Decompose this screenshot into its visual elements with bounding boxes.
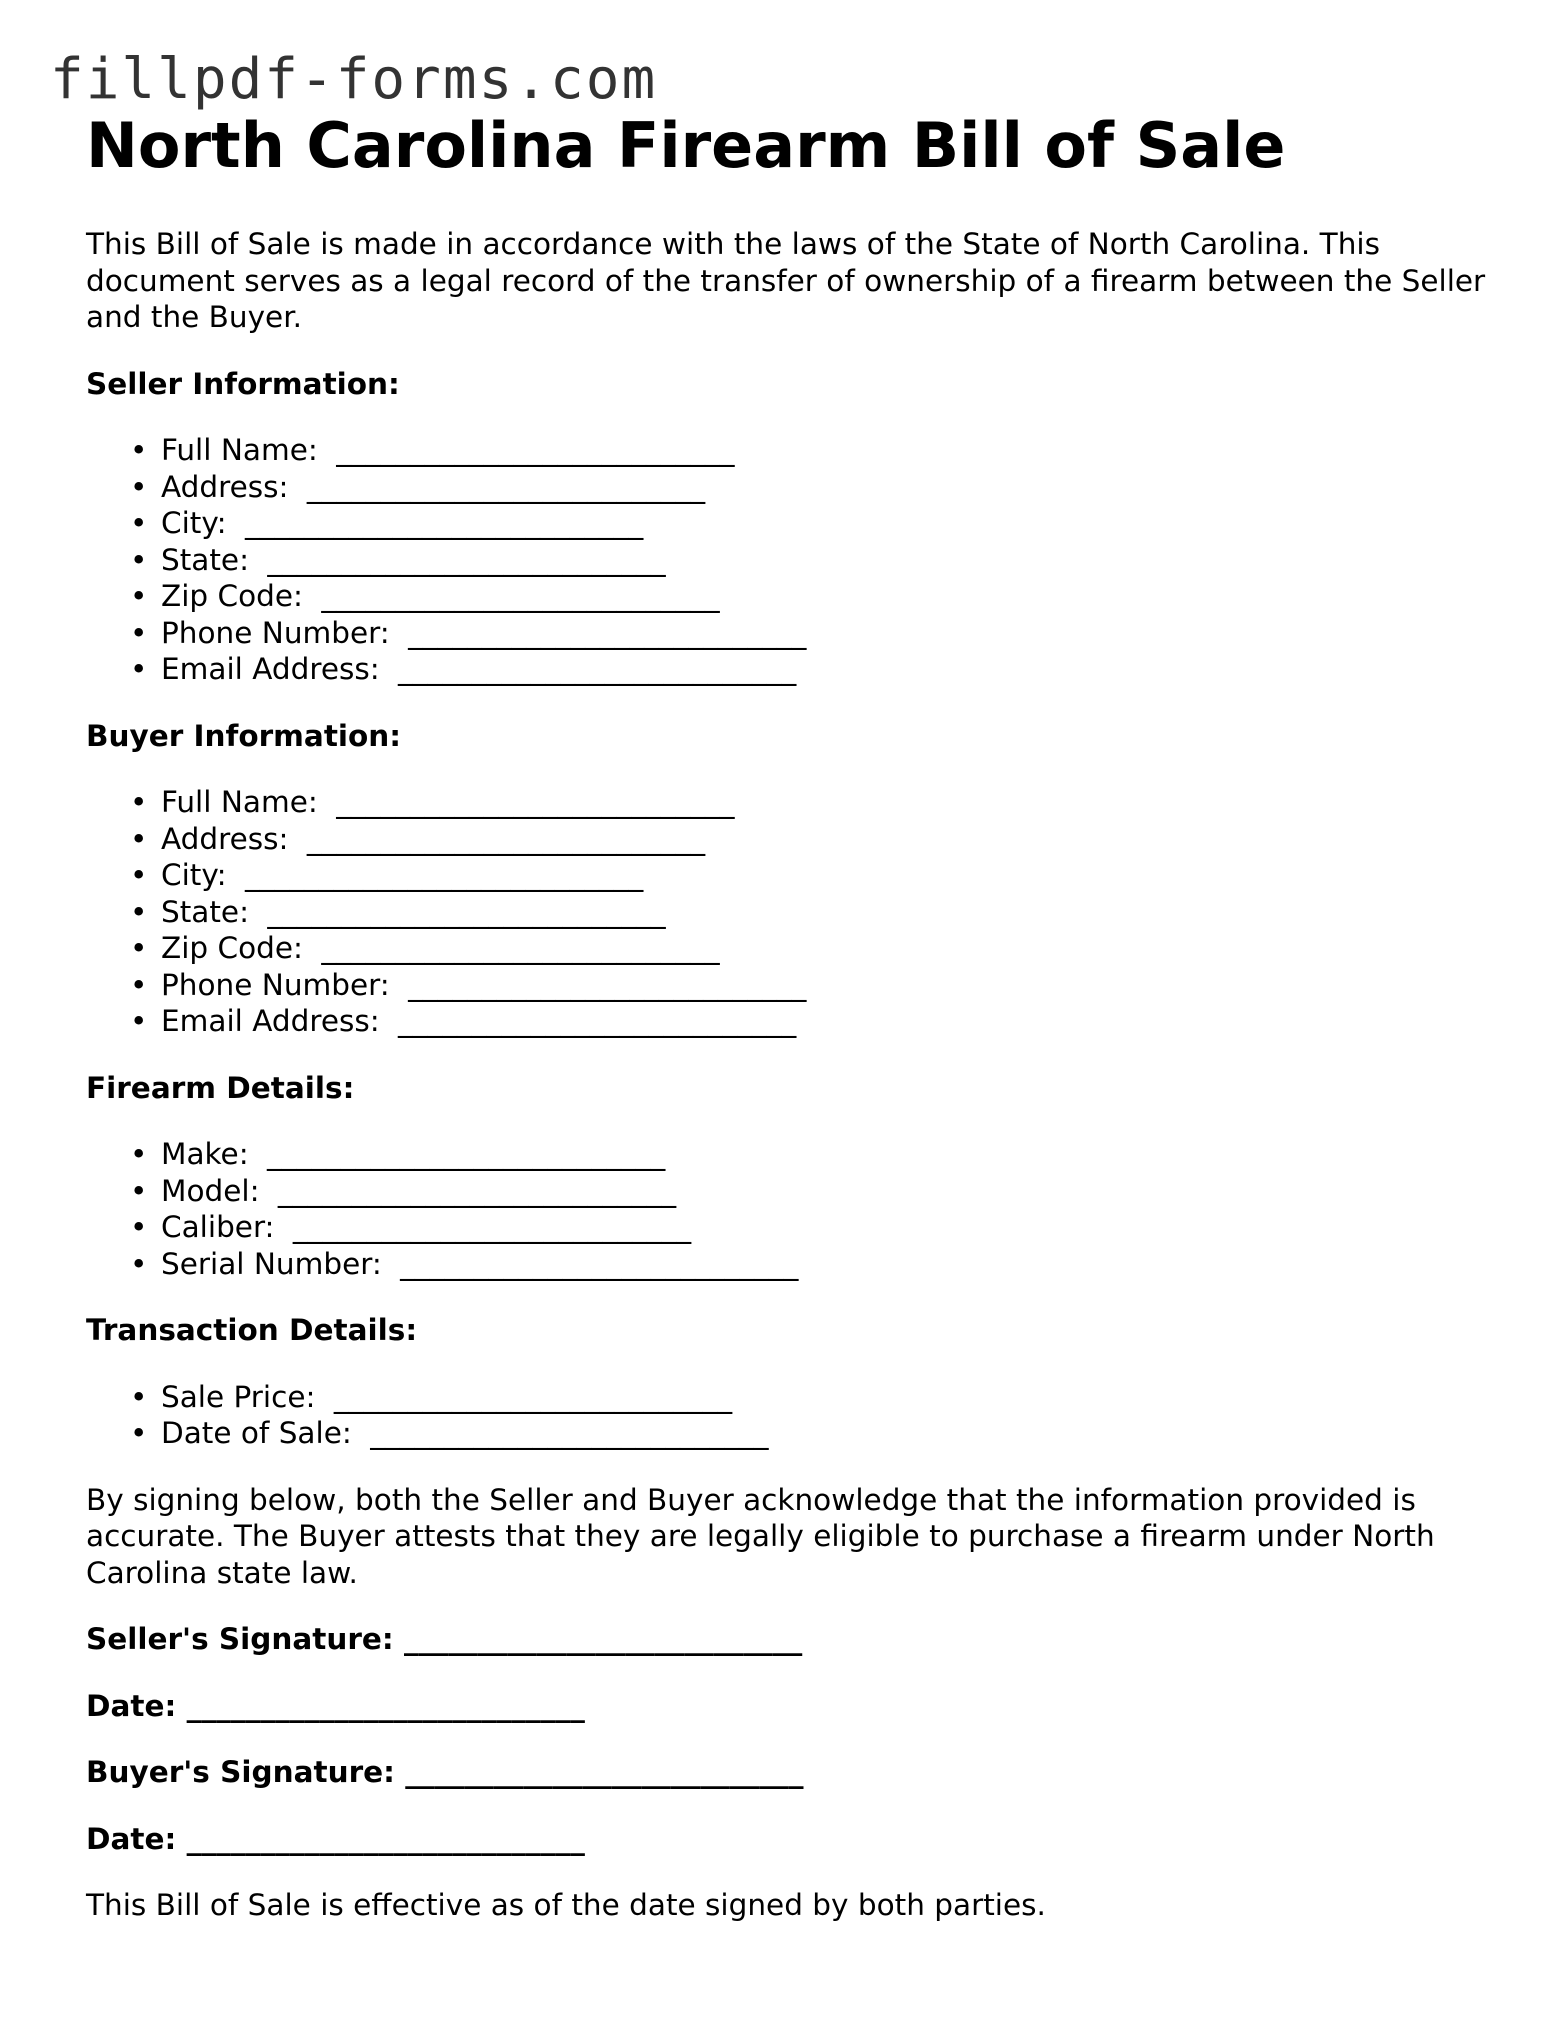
blank-line[interactable]: ___________________________ (370, 1416, 769, 1450)
blank-line[interactable]: ___________________________ (398, 652, 797, 686)
blank-line[interactable]: ___________________________ (267, 1137, 666, 1171)
buyer-address-field[interactable] (86, 821, 1486, 858)
bullet: • (130, 821, 148, 856)
bullet: • (130, 1379, 148, 1414)
seller-phone-field[interactable] (86, 615, 1486, 652)
field-label: Zip Code: (161, 931, 303, 965)
blank-line[interactable]: ___________________________ (306, 469, 706, 504)
buyer-state-field[interactable] (86, 894, 1486, 931)
blank-line[interactable]: ___________________________ (186, 1688, 585, 1723)
bullet: • (130, 1137, 148, 1171)
bullet: • (130, 785, 148, 819)
bullet: • (130, 1004, 148, 1038)
bullet: • (130, 894, 148, 929)
blank-line[interactable]: ___________________________ (267, 542, 666, 577)
seller-city-field[interactable] (86, 505, 1486, 542)
bullet: • (130, 1210, 148, 1244)
field-label: Caliber: (161, 1210, 275, 1244)
seller-state-field[interactable] (86, 542, 1486, 579)
buyer-date-label: Date: (86, 1821, 177, 1856)
firearm-caliber-field[interactable] (86, 1209, 1486, 1246)
field-label: Address: (161, 469, 289, 504)
seller-fields (86, 432, 1486, 688)
seller-full-name-field[interactable] (86, 432, 1486, 469)
intro-paragraph: This Bill of Sale is made in accordance with the laws of the State of North Carolina. This document serves as a legal record of the transfer of ownership of a firearm between the Seller and the Buyer. (86, 227, 1486, 334)
seller-zip-code-field[interactable] (86, 578, 1486, 615)
blank-line[interactable]: ___________________________ (400, 1246, 799, 1281)
field-label: Full Name: (161, 433, 318, 467)
blank-line[interactable]: ___________________________ (245, 506, 644, 540)
field-label: Date of Sale: (161, 1416, 352, 1450)
watermark: fillpdf-forms.com (50, 47, 658, 112)
field-label: Phone Number: (161, 615, 390, 650)
field-label: Phone Number: (161, 967, 390, 1002)
field-label: City: (161, 858, 227, 892)
buyer-fields (86, 784, 1486, 1040)
buyer-phone-field[interactable] (86, 967, 1486, 1004)
field-label: City: (161, 506, 227, 540)
seller-address-field[interactable] (86, 469, 1486, 506)
blank-line[interactable]: ___________________________ (408, 967, 807, 1002)
field-label: Address: (161, 821, 289, 856)
seller-date-label: Date: (86, 1688, 177, 1723)
acknowledgement-paragraph: By signing below, both the Seller and Buyer acknowledge that the information provided is accurate. The Buyer attests that they are legally eligible to purchase a firearm under North Carolina state law. (86, 1482, 1435, 1590)
bullet: • (130, 542, 148, 577)
field-label: State: (161, 542, 250, 577)
blank-line[interactable]: ___________________________ (186, 1821, 585, 1856)
date-of-sale-field[interactable] (86, 1415, 1486, 1452)
bullet: • (130, 967, 148, 1002)
blank-line[interactable]: ___________________________ (405, 1755, 804, 1789)
document (86, 108, 1486, 1924)
blank-line[interactable]: ___________________________ (267, 894, 666, 929)
bullet: • (130, 1416, 148, 1450)
document-title: North Carolina Firearm Bill of Sale (86, 109, 1286, 182)
field-label: Serial Number: (161, 1246, 382, 1281)
firearm-fields (86, 1136, 1486, 1282)
field-label: Sale Price: (161, 1379, 316, 1414)
bullet: • (130, 1246, 148, 1281)
bullet: • (130, 858, 148, 892)
firearm-heading: Firearm Details: (86, 1070, 355, 1105)
field-label: Model: (161, 1173, 260, 1208)
bullet: • (130, 469, 148, 504)
firearm-make-field[interactable] (86, 1136, 1486, 1173)
field-label: Full Name: (161, 785, 318, 819)
field-label: Zip Code: (161, 579, 303, 613)
field-label: Email Address: (161, 1004, 380, 1038)
bullet: • (130, 652, 148, 686)
buyer-email-field[interactable] (86, 1003, 1486, 1040)
blank-line[interactable]: ___________________________ (306, 821, 706, 856)
bullet: • (130, 579, 148, 613)
buyer-city-field[interactable] (86, 857, 1486, 894)
buyer-signature-field[interactable] (86, 1754, 1486, 1791)
blank-line[interactable]: ___________________________ (408, 615, 807, 650)
blank-line[interactable]: ___________________________ (336, 433, 735, 467)
field-label: Email Address: (161, 652, 380, 686)
field-label: Make: (161, 1137, 249, 1171)
bullet: • (130, 1173, 148, 1208)
buyer-date-field[interactable] (86, 1821, 1486, 1858)
blank-line[interactable]: ___________________________ (321, 579, 720, 613)
blank-line[interactable]: ___________________________ (292, 1210, 692, 1244)
firearm-serial-number-field[interactable] (86, 1246, 1486, 1283)
buyer-full-name-field[interactable] (86, 784, 1486, 821)
field-label: State: (161, 894, 250, 929)
seller-heading: Seller Information: (86, 366, 400, 401)
blank-line[interactable]: ___________________________ (404, 1622, 803, 1656)
bullet: • (130, 615, 148, 650)
firearm-model-field[interactable] (86, 1173, 1486, 1210)
blank-line[interactable]: ___________________________ (277, 1173, 677, 1208)
seller-signature-label: Seller's Signature: (86, 1622, 394, 1656)
blank-line[interactable]: ___________________________ (245, 858, 644, 892)
seller-date-field[interactable] (86, 1688, 1486, 1725)
bullet: • (130, 433, 148, 467)
blank-line[interactable]: ___________________________ (321, 931, 720, 965)
bullet: • (130, 931, 148, 965)
seller-email-field[interactable] (86, 651, 1486, 688)
buyer-signature-label: Buyer's Signature: (86, 1755, 395, 1789)
bullet: • (130, 506, 148, 540)
transaction-fields (86, 1379, 1486, 1452)
sale-price-field[interactable] (86, 1379, 1486, 1416)
closing-statement: This Bill of Sale is effective as of the date signed by both parties. (86, 1888, 1046, 1922)
blank-line[interactable]: ___________________________ (333, 1379, 733, 1414)
transaction-heading: Transaction Details: (86, 1313, 418, 1347)
seller-signature-field[interactable] (86, 1621, 1486, 1658)
blank-line[interactable]: ___________________________ (398, 1004, 797, 1038)
buyer-heading: Buyer Information: (86, 718, 402, 753)
buyer-zip-code-field[interactable] (86, 930, 1486, 967)
blank-line[interactable]: ___________________________ (336, 785, 735, 819)
